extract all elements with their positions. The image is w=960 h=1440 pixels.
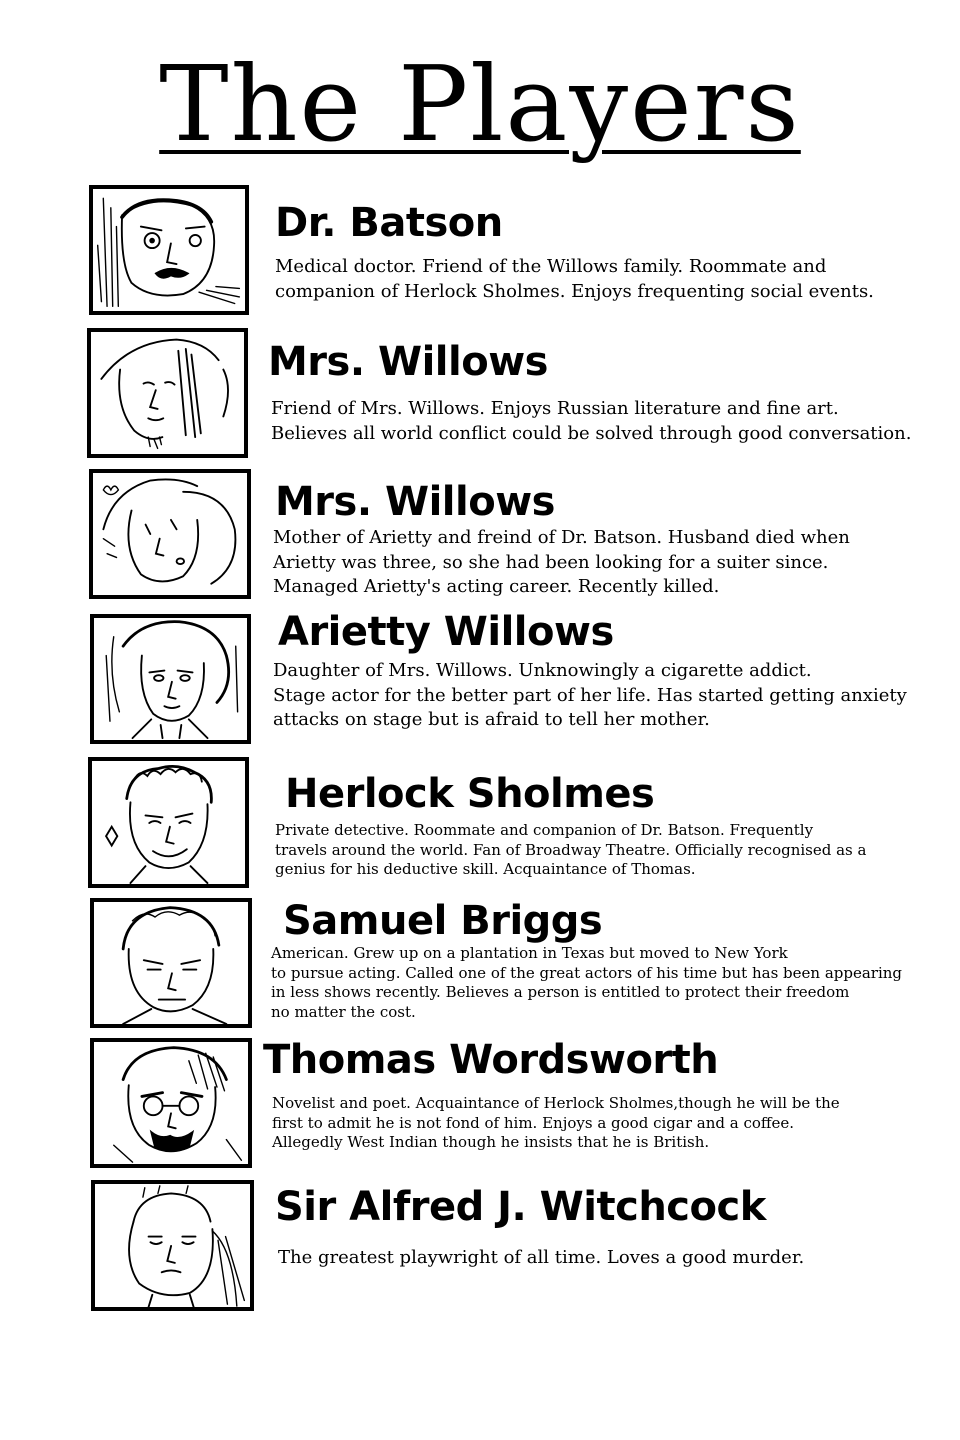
portrait-dr-batson: [89, 185, 249, 315]
portrait-mrs-willows-friend: [87, 328, 248, 458]
portrait-herlock-sholmes: [88, 757, 249, 888]
portrait-samuel-briggs: [90, 898, 252, 1028]
player-description: Friend of Mrs. Willows. Enjoys Russian literature and fine art. Believes all world conflict could be solved through good conversation.: [271, 398, 912, 444]
player-name: Herlock Sholmes: [285, 771, 655, 817]
portrait-arietty-willows: [90, 614, 251, 744]
player-name: Arietty Willows: [278, 609, 614, 655]
player-description: Mother of Arietty and freind of Dr. Batson. Husband died when Arietty was three, so she had been looking for a suiter since. Managed Arietty's acting career. Recently killed.: [273, 527, 850, 597]
page-title: The Players: [159, 43, 801, 165]
player-description: American. Grew up on a plantation in Texas but moved to New York to pursue acting. Called one of the great actors of his time but has been appearing in less shows recently. Believes a person is entitled to protect their freedom no matter the cost.: [271, 944, 903, 1021]
player-name: Samuel Briggs: [283, 898, 603, 944]
portrait-thomas-wordsworth: [90, 1038, 252, 1168]
player-name: Sir Alfred J. Witchcock: [275, 1184, 766, 1230]
player-description: Novelist and poet. Acquaintance of Herlock Sholmes,though he will be the first to admit he is not fond of him. Enjoys a good cigar and a coffee. Allegedly West Indian though he insists that he is British.: [272, 1094, 840, 1151]
player-description: The greatest playwright of all time. Loves a good murder.: [278, 1247, 805, 1268]
player-name: Mrs. Willows: [268, 339, 548, 385]
player-name: Dr. Batson: [275, 200, 503, 246]
player-description: Daughter of Mrs. Willows. Unknowingly a cigarette addict. Stage actor for the better part of her life. Has started getting anxiety attacks on stage but is afraid to tell her mother.: [273, 660, 907, 730]
player-name: Thomas Wordsworth: [263, 1037, 719, 1083]
player-description: Medical doctor. Friend of the Willows family. Roommate and companion of Herlock Sholmes. Enjoys frequenting social events.: [275, 256, 874, 302]
portrait-mrs-willows-mother: [89, 469, 251, 599]
player-name: Mrs. Willows: [275, 479, 555, 525]
player-description: Private detective. Roommate and companion of Dr. Batson. Frequently travels around the world. Fan of Broadway Theatre. Officially recognised as a genius for his deductive skill. Acquaintance of Thomas.: [275, 821, 867, 878]
portrait-sir-alfred-witchcock: [91, 1180, 254, 1311]
